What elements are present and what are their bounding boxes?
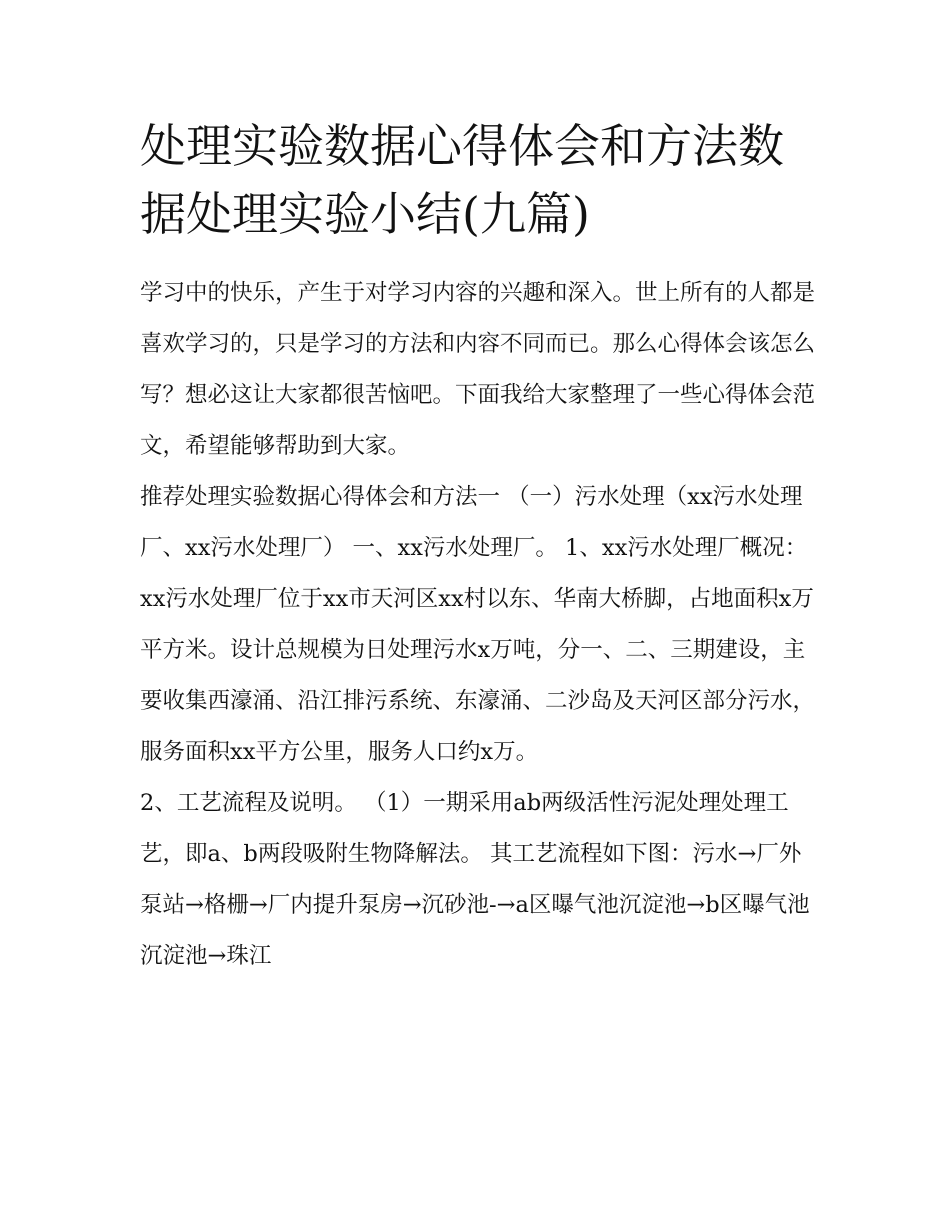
intro-paragraph: 学习中的快乐，产生于对学习内容的兴趣和深入。世上所有的人都是喜欢学习的，只是学习的方法和内容不同而已。那么心得体会该怎么写？想必这让大家都很苦恼吧。下面我给大家整理了一些心得体会范文，希望能够帮助到大家。: [140, 280, 816, 459]
process-flow-paragraph: 2、工艺流程及说明。 （1）一期采用ab两级活性污泥处理处理工艺，即a、b两段吸附生物降解法。 其工艺流程如下图：污水→厂外泵站→格栅→厂内提升泵房→沉砂池-→a区曝气池沉淀池→b区曝气池沉淀池→珠江: [140, 790, 810, 969]
document-title: 处理实验数据心得体会和方法数据处理实验小结(九篇): [140, 119, 784, 241]
document-page: [140, 112, 815, 982]
plant-overview-paragraph: xx污水处理厂位于xx市天河区xx村以东、华南大桥脚，占地面积x万平方米。设计总规模为日处理污水x万吨，分一、二、三期建设，主要收集西濠涌、沿江排污系统、东濠涌、二沙岛及天河区部分污水，服务面积xx平方公里，服务人口约x万。: [140, 586, 816, 765]
section-heading-paragraph: 推荐处理实验数据心得体会和方法一 （一）污水处理（xx污水处理厂、xx污水处理厂） 一、xx污水处理厂。 1、xx污水处理厂概况：: [140, 484, 808, 561]
